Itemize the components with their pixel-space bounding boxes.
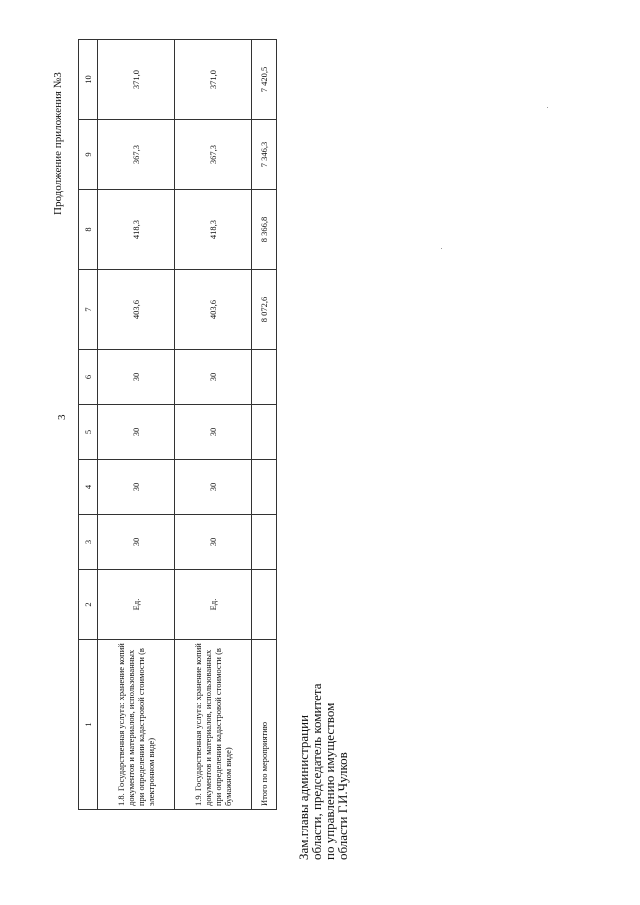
table-cell: 371,0	[98, 40, 175, 120]
table-cell: 371,0	[175, 40, 252, 120]
signature-line: области Г.И.Чулков	[335, 752, 350, 860]
table-cell: 8 366,8	[252, 190, 277, 270]
table-cell: 403,6	[98, 270, 175, 350]
header-cell: 2	[79, 570, 98, 640]
header-row	[79, 40, 98, 810]
table-cell: 30	[98, 460, 175, 515]
scan-speck	[547, 107, 548, 108]
header-cell: 1	[79, 640, 98, 810]
appendix-caption: Продолжение приложения №3	[52, 72, 64, 215]
table-cell: 8 072,6	[252, 270, 277, 350]
table-cell	[252, 515, 277, 570]
table-row	[175, 40, 252, 810]
rotated-table-wrapper	[78, 40, 278, 810]
data-table	[78, 39, 277, 810]
table-cell: 7 420,5	[252, 40, 277, 120]
table-cell	[252, 405, 277, 460]
table-cell: 367,3	[98, 120, 175, 190]
scan-speck	[441, 248, 442, 249]
table-cell	[252, 460, 277, 515]
signature-block	[297, 600, 349, 860]
table-cell: Ед.	[98, 570, 175, 640]
header-cell: 5	[79, 405, 98, 460]
row-description: 1.9. Государственная услуга: хранение копий документов и материалов, использованных при определении кадастровой стоимости (в бумажном виде)	[175, 640, 252, 810]
row-description: 1.8. Государственная услуга: хранение копий документов и материалов, использованных при определении кадастровой стоимости (в электронном виде)	[98, 640, 175, 810]
table-cell: 30	[175, 460, 252, 515]
table-row	[98, 40, 175, 810]
table-cell: 30	[98, 515, 175, 570]
table-cell: 418,3	[98, 190, 175, 270]
total-row	[252, 40, 277, 810]
page-number: 3	[56, 414, 68, 420]
signature-line: области, председатель комитета	[309, 683, 324, 860]
header-cell: 9	[79, 120, 98, 190]
table-cell	[252, 350, 277, 405]
header-cell: 4	[79, 460, 98, 515]
header-cell: 6	[79, 350, 98, 405]
header-cell: 3	[79, 515, 98, 570]
header-cell: 10	[79, 40, 98, 120]
table-cell: 7 346,3	[252, 120, 277, 190]
table-cell: 30	[175, 515, 252, 570]
header-cell: 8	[79, 190, 98, 270]
signature-line: по управлению имуществом	[322, 702, 337, 860]
table-cell: Ед.	[175, 570, 252, 640]
signature-line: Зам.главы администрации	[296, 714, 311, 860]
table-cell: 30	[98, 405, 175, 460]
table-cell: 367,3	[175, 120, 252, 190]
table-cell: 403,6	[175, 270, 252, 350]
table-cell: 30	[98, 350, 175, 405]
table-cell: 30	[175, 405, 252, 460]
header-cell: 7	[79, 270, 98, 350]
table-cell: 418,3	[175, 190, 252, 270]
table-cell	[252, 570, 277, 640]
table-cell: 30	[175, 350, 252, 405]
total-label: Итого по мероприятию	[252, 640, 277, 810]
